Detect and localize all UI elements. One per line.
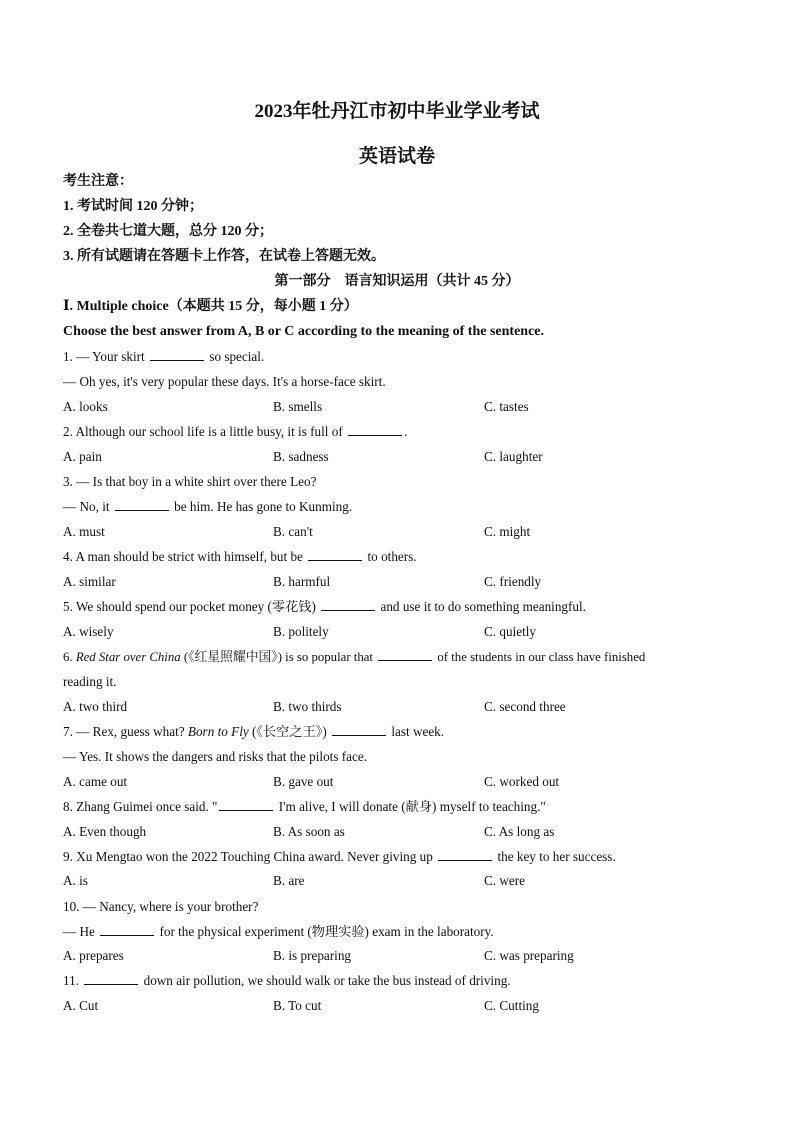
option-a: A. pain [63, 449, 102, 464]
question-text: (《长空之王》) [252, 724, 327, 739]
option-b: B. gave out [273, 774, 334, 789]
question-10 [63, 922, 494, 942]
question-text: 3. — Is that boy in a white shirt over there Leo? [63, 474, 317, 489]
answer-blank [438, 848, 492, 861]
option-b: B. sadness [273, 449, 329, 464]
option-b: B. can't [273, 524, 313, 539]
notice-item: 3. 所有试题请在答题卡上作答，在试卷上答题无效。 [63, 249, 385, 264]
option-c: C. As long as [484, 824, 555, 839]
question-text: of the students in our class have finished [437, 650, 646, 664]
part-title: 第一部分 语言知识运用（共计 45 分） [274, 274, 520, 289]
exam-subtitle: 英语试卷 [358, 146, 435, 167]
option-c: C. was preparing [484, 948, 574, 963]
question-6 [63, 647, 645, 667]
notice-item: 2. 全卷共七道大题，总分 120 分； [63, 224, 273, 239]
answer-blank [100, 923, 154, 936]
question-text: — He [63, 924, 95, 939]
question-text: and use it to do something meaningful. [380, 599, 586, 614]
option-a: A. prepares [63, 948, 124, 963]
answer-blank [378, 648, 432, 661]
question-text: 2. Although our school life is a little busy, it is full of [63, 424, 343, 439]
option-a: A. two third [63, 699, 128, 714]
option-a: A. wisely [63, 624, 114, 639]
question-text: down air pollution, we should walk or take the bus instead of driving. [143, 973, 511, 988]
option-a: A. similar [63, 574, 116, 589]
section-heading: Ⅰ. Multiple choice（本题共 15 分，每小题 1 分） [63, 299, 358, 314]
option-a: A. Cut [63, 998, 99, 1013]
question-text: 9. Xu Mengtao won the 2022 Touching China award. Never giving up [63, 849, 433, 864]
answer-blank [84, 972, 138, 985]
question-text: for the physical experiment (物理实验) exam in the laboratory. [159, 924, 494, 939]
notice-item: 1. 考试时间 120 分钟； [63, 199, 203, 214]
answer-blank [219, 798, 273, 811]
question-4 [63, 547, 417, 567]
option-b: B. politely [273, 624, 329, 639]
question-text: — No, it [63, 499, 110, 514]
film-title: Born to Fly [187, 724, 249, 739]
question-7 [63, 722, 444, 742]
option-c: C. were [484, 873, 526, 888]
answer-blank [348, 423, 402, 436]
question-text: 8. Zhang Guimei once said. " [63, 799, 218, 814]
question-3 [63, 497, 352, 517]
book-title: Red Star over China [75, 650, 181, 664]
question-text: the key to her success. [497, 849, 616, 864]
question-11 [63, 971, 511, 991]
question-text: 7. — Rex, guess what? [63, 724, 185, 739]
question-text: 1. — Your skirt [63, 349, 145, 364]
answer-blank [150, 348, 204, 361]
option-b: B. are [273, 873, 305, 888]
option-c: C. second three [484, 699, 566, 714]
question-9 [63, 847, 616, 867]
answer-blank [115, 498, 169, 511]
question-text: — Yes. It shows the dangers and risks that the pilots face. [63, 749, 367, 764]
question-text: last week. [391, 724, 445, 739]
option-c: C. Cutting [484, 998, 539, 1013]
option-c: C. worked out [484, 774, 560, 789]
answer-blank [308, 548, 362, 561]
question-text: — Oh yes, it's very popular these days. It's a horse-face skirt. [63, 374, 386, 389]
question-2 [63, 422, 407, 442]
option-c: C. laughter [484, 449, 543, 464]
question-number: 6. [63, 650, 73, 664]
option-b: B. is preparing [273, 948, 352, 963]
option-c: C. friendly [484, 574, 542, 589]
option-c: C. might [484, 524, 531, 539]
section-instruction: Choose the best answer from A, B or C according to the meaning of the sentence. [63, 324, 545, 339]
question-text: 10. — Nancy, where is your brother? [63, 899, 259, 914]
option-b: B. two thirds [273, 699, 342, 714]
answer-blank [321, 598, 375, 611]
question-1 [63, 347, 264, 367]
question-text: be him. He has gone to Kunming. [174, 499, 353, 514]
notice-heading: 考生注意： [63, 174, 133, 189]
option-c: C. quietly [484, 624, 537, 639]
question-text: to others. [367, 549, 417, 564]
option-b: B. harmful [273, 574, 331, 589]
answer-blank [332, 723, 386, 736]
question-text: 11. [63, 973, 79, 988]
question-text: I'm alive, I will donate (献身) myself to teaching." [278, 799, 546, 814]
question-text: reading it. [63, 674, 117, 689]
question-text: (《红星照耀中国》) is so popular that [183, 650, 373, 664]
option-c: C. tastes [484, 399, 529, 414]
option-b: B. As soon as [273, 824, 345, 839]
question-text: . [404, 424, 408, 439]
question-8 [63, 797, 546, 817]
option-a: A. is [63, 873, 88, 888]
option-a: A. came out [63, 774, 128, 789]
question-5 [63, 597, 586, 617]
option-a: A. must [63, 524, 105, 539]
option-a: A. Even though [63, 824, 147, 839]
option-a: A. looks [63, 399, 108, 414]
option-b: B. To cut [273, 998, 322, 1013]
question-text: 4. A man should be strict with himself, but be [63, 549, 303, 564]
option-b: B. smells [273, 399, 323, 414]
question-text: so special. [209, 349, 265, 364]
question-text: 5. We should spend our pocket money (零花钱) [63, 599, 316, 614]
exam-title: 2023年牡丹江市初中毕业学业考试 [254, 101, 540, 122]
